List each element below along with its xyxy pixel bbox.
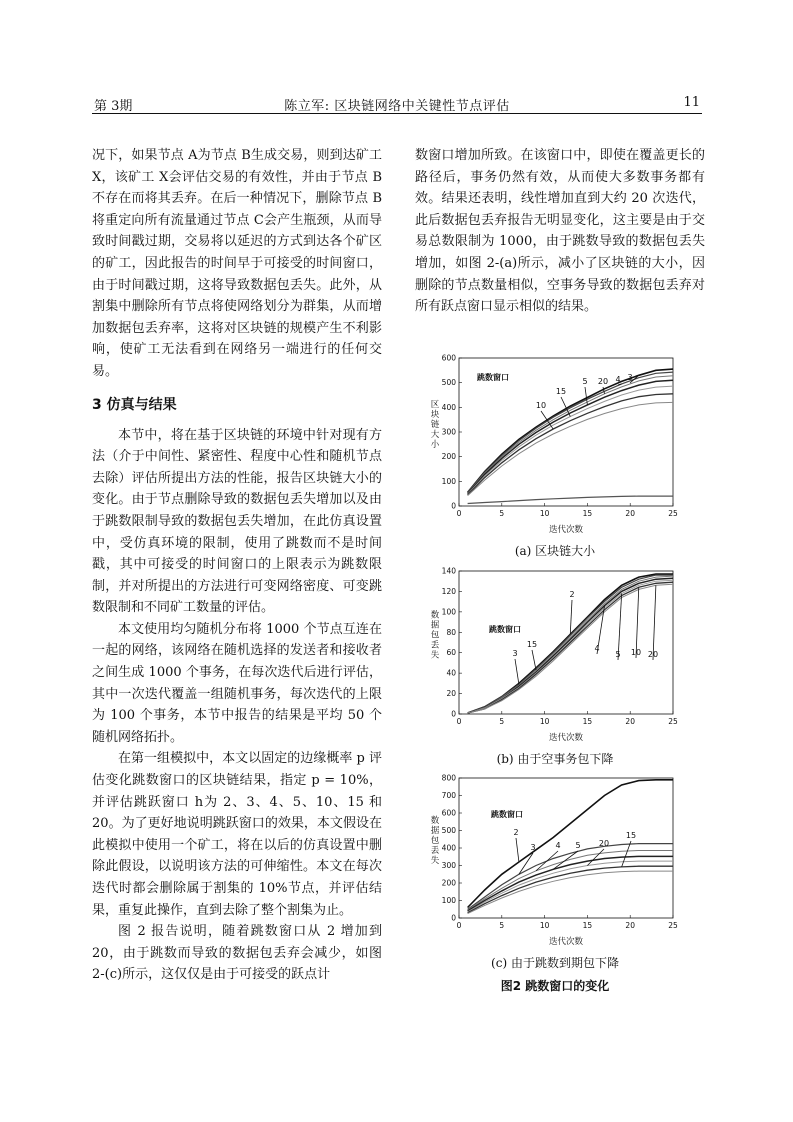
x-axis-label: 迭代次数 <box>548 937 584 947</box>
series-label: 20 <box>597 377 609 386</box>
chart-empty-tx-drop <box>425 565 685 750</box>
series-label: 5 <box>582 377 588 386</box>
series-label: 2 <box>569 590 575 599</box>
y-tick-label: 100 <box>441 896 456 905</box>
series-label: 15 <box>625 831 637 840</box>
series-label: 15 <box>526 640 538 649</box>
issue-number: 第 3期 <box>94 99 133 114</box>
paragraph: 况下，如果节点 A为节点 B生成交易，则到达矿工 X，该矿工 X会评估交易的有效性，并由于节点 B不存在而将其丢弃。在后一种情况下，删除节点 B将重定向所有流量通过节点 C会产生瓶颈，从而导致时间戳过期，交易将以延迟的方式到达各个矿区的矿工，因此报告的时间早于可接受的时间窗口，由于时间戳过期，这将导致数据包丢失。此外，从割集中删除所有节点将使网络划分为群集，从而增加数据包丢弃率，这将对区块链的规模产生不利影响，使矿工无法看到在网络另一端进行的任何交易。 <box>92 148 382 379</box>
panel-caption: (a) 区块链大小 <box>514 544 596 558</box>
y-tick-label: 0 <box>451 913 456 923</box>
x-tick-label: 15 <box>582 509 593 518</box>
y-axis-label: 区块链大小 <box>430 400 440 450</box>
paragraph: 图 2 报告说明，随着跳数窗口从 2 增加到 20，由于跳数而导致的数据包丢弃会减少，如图 2-(c)所示，这仅仅是由于可接受的跃点计 <box>92 924 382 983</box>
legend-title: 跳数窗口 <box>489 625 521 634</box>
x-tick-label: 20 <box>625 717 635 726</box>
legend-title: 跳数窗口 <box>477 373 509 382</box>
x-tick-label: 15 <box>582 921 593 930</box>
x-tick-label: 20 <box>625 921 635 930</box>
y-tick-label: 60 <box>446 648 456 658</box>
series-label: 5 <box>575 841 581 850</box>
paragraph: 本文使用均匀随机分布将 1000 个节点互连在一起的网络，该网络在随机选择的发送者和接收者之间生成 1000 个事务，在每次迭代后进行评估，其中一次迭代覆盖一组随机事务，每次迭代的上限为 100 个事务，本节中报告的结果是平均 50 个随机网络拓扑。 <box>92 621 382 745</box>
series-label: 4 <box>615 375 621 384</box>
y-tick-label: 80 <box>446 627 456 637</box>
section-heading: 3 仿真与结果 <box>92 396 177 413</box>
y-tick-label: 500 <box>441 826 456 835</box>
series-label: 20 <box>598 839 610 848</box>
y-axis-label: 数据包丢失 <box>430 610 440 661</box>
x-axis-label: 迭代次数 <box>548 733 584 743</box>
y-tick-label: 20 <box>446 689 456 699</box>
y-tick-label: 100 <box>441 476 456 486</box>
y-tick-label: 200 <box>441 452 456 462</box>
series-label: 10 <box>630 648 642 657</box>
figure-title: 图2 跳数窗口的变化 <box>500 979 610 993</box>
series-label: 15 <box>555 387 567 396</box>
y-tick-label: 600 <box>441 353 456 363</box>
page-number: 11 <box>683 95 700 110</box>
y-tick-label: 600 <box>441 808 456 818</box>
y-tick-label: 500 <box>441 378 456 388</box>
y-tick-label: 400 <box>441 402 456 412</box>
x-tick-label: 10 <box>539 509 550 518</box>
y-tick-label: 400 <box>441 843 456 853</box>
paragraph: 数窗口增加所致。在该窗口中，即使在覆盖更长的路径后，事务仍然有效，从而使大多数事务都有效。结果还表明，线性增加直到大约 20 次迭代，此后数据包丢弃报告无明显变化，这主要是由于交易总数限制为 1000，由于跳数导致的数据包丢失增加，如图 2-(a)所示，减小了区块链的大小，因删除的节点数量相似，空事务导致的数据包丢弃对所有跃点窗口显示相似的结果。 <box>415 148 705 315</box>
x-tick-label: 5 <box>499 717 505 726</box>
series-label: 10 <box>535 401 547 410</box>
series-label: 20 <box>647 650 659 659</box>
panel-caption: (c) 由于跳数到期包下降 <box>491 956 619 970</box>
x-tick-label: 20 <box>625 509 635 518</box>
x-tick-label: 10 <box>539 921 550 930</box>
y-tick-label: 0 <box>451 501 456 511</box>
y-tick-label: 300 <box>441 861 456 870</box>
figure-panel-b <box>425 565 685 767</box>
y-tick-label: 0 <box>451 709 456 719</box>
figure-panel-c <box>425 772 685 971</box>
paragraph: 本节中，将在基于区块链的环境中针对现有方法（介于中间性、紧密性、程度中心性和随机节点去除）评估所提出方法的性能，报告区块链大小的变化。由于节点删除导致的数据包丢失增加以及由于跳数限制导致的数据包丢失增加，在此仿真设置中，受仿真环境的限制，使用了跳数而不是时间戳，其中可接受的时间窗口的上限表示为跳数限制，并对所提出的方法进行可变网络密度、可变跳数限制和不同矿工数量的评估。 <box>92 427 382 616</box>
x-axis-label: 迭代次数 <box>548 525 584 535</box>
y-tick-label: 300 <box>441 427 456 437</box>
chart-block-size <box>425 352 685 542</box>
y-tick-label: 800 <box>441 773 456 783</box>
x-tick-label: 0 <box>456 509 462 518</box>
series-label: 4 <box>594 644 600 653</box>
series-label: 3 <box>530 843 536 852</box>
x-tick-label: 0 <box>456 921 462 930</box>
left-column <box>92 145 382 986</box>
x-tick-label: 10 <box>539 717 550 726</box>
figure-panel-a <box>425 352 685 559</box>
x-tick-label: 15 <box>582 717 593 726</box>
legend-title: 跳数窗口 <box>491 810 523 819</box>
y-tick-label: 700 <box>441 791 456 800</box>
series-label: 5 <box>615 650 621 659</box>
right-column <box>415 145 705 318</box>
y-tick-label: 140 <box>441 566 456 576</box>
y-axis-label: 数据包丢失 <box>430 816 440 866</box>
y-tick-label: 120 <box>441 586 456 596</box>
y-tick-label: 40 <box>446 668 456 678</box>
x-tick-label: 25 <box>668 921 678 930</box>
x-tick-label: 25 <box>668 717 678 726</box>
x-tick-label: 5 <box>499 509 505 518</box>
panel-caption: (b) 由于空事务包下降 <box>496 752 614 766</box>
series-label: 3 <box>627 373 633 382</box>
y-tick-label: 200 <box>441 878 456 888</box>
chart-hop-expiry-drop <box>425 772 685 954</box>
x-tick-label: 25 <box>668 509 678 518</box>
series-label: 3 <box>512 649 518 658</box>
running-title: 陈立军: 区块链网络中关键性节点评估 <box>284 99 510 114</box>
running-header <box>92 93 702 114</box>
series-label: 2 <box>513 828 519 837</box>
x-tick-label: 5 <box>499 921 505 930</box>
paragraph: 在第一组模拟中，本文以固定的边缘概率 p 评估变化跳数窗口的区块链结果，指定 p = 10%，并评估跳跃窗口 h为 2、3、4、5、10、15 和 20。为了更好地说明跳跃窗口的效果，本文假设在此模拟中使用一个矿工，将在以后的仿真设置中删除此假设，以说明该方法的可伸缩性。本文在每次迭代时都会删除属于割集的 10%节点，并评估结果，重复此操作，直到去除了整个割集为止。 <box>92 751 382 918</box>
x-tick-label: 0 <box>456 717 462 726</box>
series-label: 4 <box>555 841 561 850</box>
y-tick-label: 100 <box>441 607 456 617</box>
